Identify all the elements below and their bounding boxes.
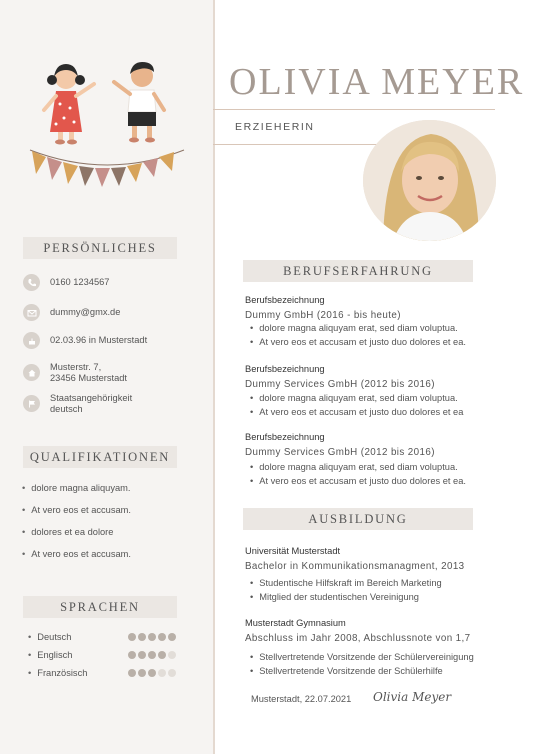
- job-heading: Berufsbezeichnung: [245, 295, 325, 305]
- education-detail: Bachelor in Kommunikationsmanagment, 2013: [245, 561, 465, 572]
- level-dot-filled: [138, 669, 146, 677]
- job-heading: Berufsbezeichnung: [245, 432, 325, 442]
- level-dot-filled: [148, 669, 156, 677]
- contact-phone: [23, 274, 203, 291]
- language-row: [28, 632, 183, 642]
- qualification-item: • At vero eos et accusam.: [22, 505, 131, 515]
- address-line1: Musterstr. 7,: [50, 362, 102, 372]
- section-title-qualifications: QUALIFIKATIONEN: [23, 446, 177, 468]
- contact-nationality: [23, 393, 203, 414]
- language-name: • Französisch: [28, 668, 87, 678]
- phone-icon: [23, 274, 40, 291]
- level-dot-filled: [148, 633, 156, 641]
- person-name: OLIVIA MEYER: [229, 61, 525, 103]
- nationality-line2: deutsch: [50, 403, 83, 414]
- job-bullet: • dolore magna aliquyam erat, sed diam voluptua.: [250, 323, 458, 333]
- address-text: [50, 362, 127, 383]
- language-level-dots: [128, 651, 176, 659]
- level-dot-filled: [138, 651, 146, 659]
- level-dot-filled: [158, 633, 166, 641]
- title-underline: [213, 144, 383, 145]
- level-dot-filled: [168, 633, 176, 641]
- level-dot-empty: [168, 669, 176, 677]
- level-dot-empty: [168, 651, 176, 659]
- language-level-dots: [128, 633, 176, 641]
- job-heading: Berufsbezeichnung: [245, 364, 325, 374]
- education-heading: Musterstadt Gymnasium: [245, 618, 346, 628]
- birth-text: 02.03.96 in Musterstadt: [50, 335, 148, 346]
- vertical-divider: [213, 0, 215, 754]
- contact-address: [23, 362, 203, 383]
- mail-icon: [23, 304, 40, 321]
- nationality-text: [50, 393, 132, 414]
- language-level-dots: [128, 669, 176, 677]
- level-dot-filled: [128, 651, 136, 659]
- job-bullet: • At vero eos et accusam et justo duo dolores et ea.: [250, 476, 466, 486]
- level-dot-empty: [158, 669, 166, 677]
- job-title: ERZIEHERIN: [235, 121, 315, 133]
- boy-figure: [114, 62, 164, 143]
- education-heading: Universität Musterstadt: [245, 546, 341, 556]
- address-line2: 23456 Musterstadt: [50, 372, 128, 383]
- level-dot-filled: [148, 651, 156, 659]
- job-bullet: • At vero eos et accusam et justo duo dolores et ea.: [250, 337, 466, 347]
- section-title-personal: PERSÖNLICHES: [23, 237, 177, 259]
- language-row: [28, 668, 183, 678]
- job-company: Dummy Services GmbH (2012 bis 2016): [245, 447, 435, 458]
- language-name: • Deutsch: [28, 632, 71, 642]
- qualification-item: • At vero eos et accusam.: [22, 549, 131, 559]
- contact-email: [23, 304, 203, 321]
- bunting-garland: [30, 150, 184, 187]
- section-title-experience: BERUFSERFAHRUNG: [243, 260, 473, 282]
- contact-birth: [23, 332, 203, 349]
- job-bullet: • dolore magna aliquyam erat, sed diam voluptua.: [250, 393, 458, 403]
- phone-text: 0160 1234567: [50, 277, 110, 288]
- level-dot-filled: [128, 669, 136, 677]
- section-title-education: AUSBILDUNG: [243, 508, 473, 530]
- job-bullet: • At vero eos et accusam et justo duo dolores et ea: [250, 407, 463, 417]
- education-detail: Abschluss im Jahr 2008, Abschlussnote von 1,7: [245, 633, 471, 644]
- kids-illustration: [28, 58, 188, 198]
- signature: Olivia Meyer: [373, 690, 452, 704]
- qualification-item: • dolore magna aliquyam.: [22, 483, 131, 493]
- flag-icon: [23, 395, 40, 412]
- cake-icon: [23, 332, 40, 349]
- name-underline: [213, 109, 495, 110]
- job-bullet: • dolore magna aliquyam erat, sed diam voluptua.: [250, 462, 458, 472]
- level-dot-filled: [128, 633, 136, 641]
- job-company: Dummy Services GmbH (2012 bis 2016): [245, 379, 435, 390]
- level-dot-filled: [138, 633, 146, 641]
- girl-figure: [44, 64, 94, 145]
- education-bullet: • Stellvertretende Vorsitzende der Schülervereinigung: [250, 652, 474, 662]
- home-icon: [23, 364, 40, 381]
- profile-photo: [363, 120, 496, 241]
- education-bullet: • Studentische Hilfskraft im Bereich Marketing: [250, 578, 442, 588]
- section-title-languages: SPRACHEN: [23, 596, 177, 618]
- job-company: Dummy GmbH (2016 - bis heute): [245, 310, 401, 321]
- email-text[interactable]: dummy@gmx.de: [50, 307, 121, 318]
- language-name: • Englisch: [28, 650, 72, 660]
- language-row: [28, 650, 183, 660]
- level-dot-filled: [158, 651, 166, 659]
- place-date: Musterstadt, 22.07.2021: [251, 694, 352, 704]
- nationality-line1: Staatsangehörigkeit: [50, 393, 133, 403]
- qualification-item: • dolores et ea dolore: [22, 527, 113, 537]
- education-bullet: • Stellvertretende Vorsitzende der Schülerhilfe: [250, 666, 443, 676]
- education-bullet: • Mitglied der studentischen Vereinigung: [250, 592, 419, 602]
